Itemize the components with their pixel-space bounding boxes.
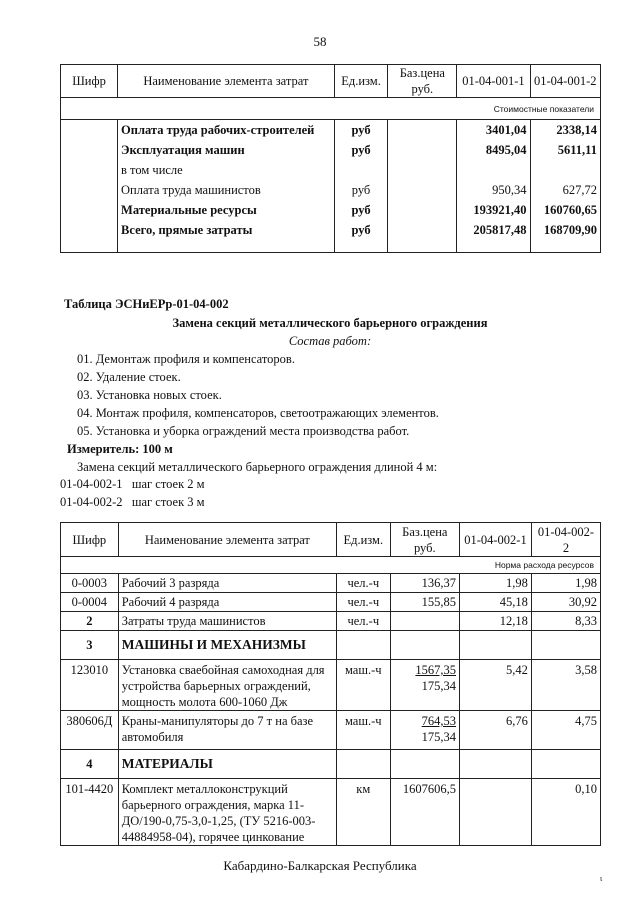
row-unit: чел.-ч: [336, 612, 390, 631]
col-header-name: Наименование элемента затрат: [118, 65, 335, 98]
row-value-2: 30,92: [531, 593, 600, 612]
col-header-unit: Ед.изм.: [334, 65, 388, 98]
col-header-code: Шифр: [61, 523, 119, 557]
row-value-2: 3,58: [531, 660, 600, 711]
table-subheader-row: [61, 557, 601, 574]
row-price: 155,85: [390, 593, 459, 612]
resource-table: [60, 522, 601, 846]
col-header-v2: 01-04-001-2: [530, 65, 600, 98]
row-unit: чел.-ч: [336, 593, 390, 612]
col-header-unit: Ед.изм.: [336, 523, 390, 557]
corner-mark: ι: [600, 874, 603, 883]
row-name: Оплата труда машинистов: [118, 180, 335, 200]
row-unit: руб: [334, 180, 388, 200]
table-row: [61, 180, 601, 200]
row-name: Эксплуатация машин: [118, 140, 335, 160]
section-row: [61, 750, 601, 779]
work-item: 04. Монтаж профиля, компенсаторов, светоотражающих элементов.: [77, 406, 439, 420]
table-row: [61, 220, 601, 253]
work-item: 02. Удаление стоек.: [77, 370, 181, 384]
row-unit: маш.-ч: [336, 660, 390, 711]
table-row: [61, 574, 601, 593]
row-value-1: 45,18: [460, 593, 532, 612]
variant-row: [60, 477, 205, 492]
row-value-1: 8495,04: [457, 140, 530, 160]
table-row: [61, 711, 601, 750]
row-value-1: 3401,04: [457, 120, 530, 141]
row-price: 1607606,5: [390, 779, 459, 846]
row-value-1: 6,76: [460, 711, 532, 750]
page-number: 58: [313, 34, 327, 49]
section-title: Замена секций металлического барьерного ограждения: [172, 316, 488, 330]
row-code: 380606Д: [61, 711, 119, 750]
col-header-name: Наименование элемента затрат: [118, 523, 336, 557]
table-row: [61, 779, 601, 846]
row-value-2: 4,75: [531, 711, 600, 750]
variant-row: [60, 495, 205, 510]
col-header-price: Баз.цена руб.: [390, 523, 459, 557]
cost-table: [60, 64, 601, 253]
col-header-v1: 01-04-001-1: [457, 65, 530, 98]
row-value-1: 193921,40: [457, 200, 530, 220]
description: Замена секций металлического барьерного ограждения длиной 4 м:: [77, 460, 438, 474]
row-code: 0-0003: [61, 574, 119, 593]
footer-region: Кабардино-Балкарская Республика: [223, 858, 417, 873]
variant-code: 01-04-002-1: [60, 477, 123, 491]
price-bottom: 175,34: [421, 730, 457, 744]
row-code: 101-4420: [61, 779, 119, 846]
price-top: 1567,35: [415, 663, 457, 677]
col-header-code: Шифр: [61, 65, 118, 98]
table-row: [61, 612, 601, 631]
row-value-1: 1,98: [460, 574, 532, 593]
row-unit: руб: [334, 140, 388, 160]
row-value-2: 1,98: [531, 574, 600, 593]
row-name: Краны-манипуляторы до 7 т на базе автомобиля: [118, 711, 336, 750]
table-subheader-row: [61, 98, 601, 120]
work-item: 05. Установка и уборка ограждений места производства работ.: [77, 424, 410, 438]
row-value-2: 8,33: [531, 612, 600, 631]
subheader-label: Стоимостные показатели: [61, 98, 601, 120]
row-value-2: 168709,90: [530, 220, 600, 253]
row-value-2: 627,72: [530, 180, 600, 200]
row-unit: км: [336, 779, 390, 846]
table-row: [61, 593, 601, 612]
table-row: [61, 120, 601, 141]
table-header-row: [61, 65, 601, 98]
row-value-1: 205817,48: [457, 220, 530, 253]
row-name: Установка сваебойная самоходная для устройства барьерных ограждений, мощность молота 600-1060 Дж: [118, 660, 336, 711]
row-value-2: 160760,65: [530, 200, 600, 220]
row-value-1: 5,42: [460, 660, 532, 711]
row-code: 123010: [61, 660, 119, 711]
row-price: 136,37: [390, 574, 459, 593]
row-code: 0-0004: [61, 593, 119, 612]
col-header-v1: 01-04-002-1: [460, 523, 532, 557]
row-value-1: 950,34: [457, 180, 530, 200]
subheader-label: Норма расхода ресурсов: [61, 557, 601, 574]
row-unit: маш.-ч: [336, 711, 390, 750]
meter-label: Измеритель: 100 м: [67, 442, 173, 456]
variant-text: шаг стоек 2 м: [131, 477, 205, 491]
row-name: в том числе: [118, 160, 335, 180]
price-fraction: [415, 662, 456, 694]
price-bottom: 175,34: [421, 679, 457, 693]
col-header-price: Баз.цена руб.: [388, 65, 457, 98]
row-name: Комплект металлоконструкций барьерного ограждения, марка 11-ДО/190-0,75-3,0-1,25, (ТУ 5216-003-44884958-04), горячее цинкование: [118, 779, 336, 846]
row-unit: руб: [334, 220, 388, 253]
table-header-row: [61, 523, 601, 557]
variant-code: 01-04-002-2: [60, 495, 123, 509]
row-value-1: 12,18: [460, 612, 532, 631]
row-code: 2: [61, 612, 119, 631]
row-name: Затраты труда машинистов: [118, 612, 336, 631]
section-code: 3: [61, 631, 119, 660]
col-header-v2: 01-04-002-2: [531, 523, 600, 557]
row-price: [390, 660, 459, 711]
works-heading: Состав работ:: [288, 334, 372, 348]
variant-text: шаг стоек 3 м: [131, 495, 205, 509]
row-value-2: 0,10: [531, 779, 600, 846]
section-code: 4: [61, 750, 119, 779]
row-unit: чел.-ч: [336, 574, 390, 593]
row-name: Всего, прямые затраты: [118, 220, 335, 253]
table-row: [61, 660, 601, 711]
row-name: Материальные ресурсы: [118, 200, 335, 220]
row-name: Рабочий 3 разряда: [118, 574, 336, 593]
row-name: Рабочий 4 разряда: [118, 593, 336, 612]
row-name: Оплата труда рабочих-строителей: [118, 120, 335, 141]
price-top: 764,53: [421, 714, 457, 728]
section-name: МАТЕРИАЛЫ: [118, 750, 336, 779]
work-item: 03. Установка новых стоек.: [77, 388, 222, 402]
price-fraction: [422, 713, 456, 745]
section-row: [61, 631, 601, 660]
row-value-1: [460, 779, 532, 846]
table-row: [61, 140, 601, 160]
table-row: [61, 200, 601, 220]
row-unit: руб: [334, 120, 388, 141]
row-value-2: 2338,14: [530, 120, 600, 141]
section-name: МАШИНЫ И МЕХАНИЗМЫ: [118, 631, 336, 660]
row-unit: руб: [334, 200, 388, 220]
row-price: [390, 711, 459, 750]
table-label: Таблица ЭСНиЕРр-01-04-002: [64, 297, 229, 311]
table-row: [61, 160, 601, 180]
work-item: 01. Демонтаж профиля и компенсаторов.: [77, 352, 295, 366]
row-value-2: 5611,11: [530, 140, 600, 160]
